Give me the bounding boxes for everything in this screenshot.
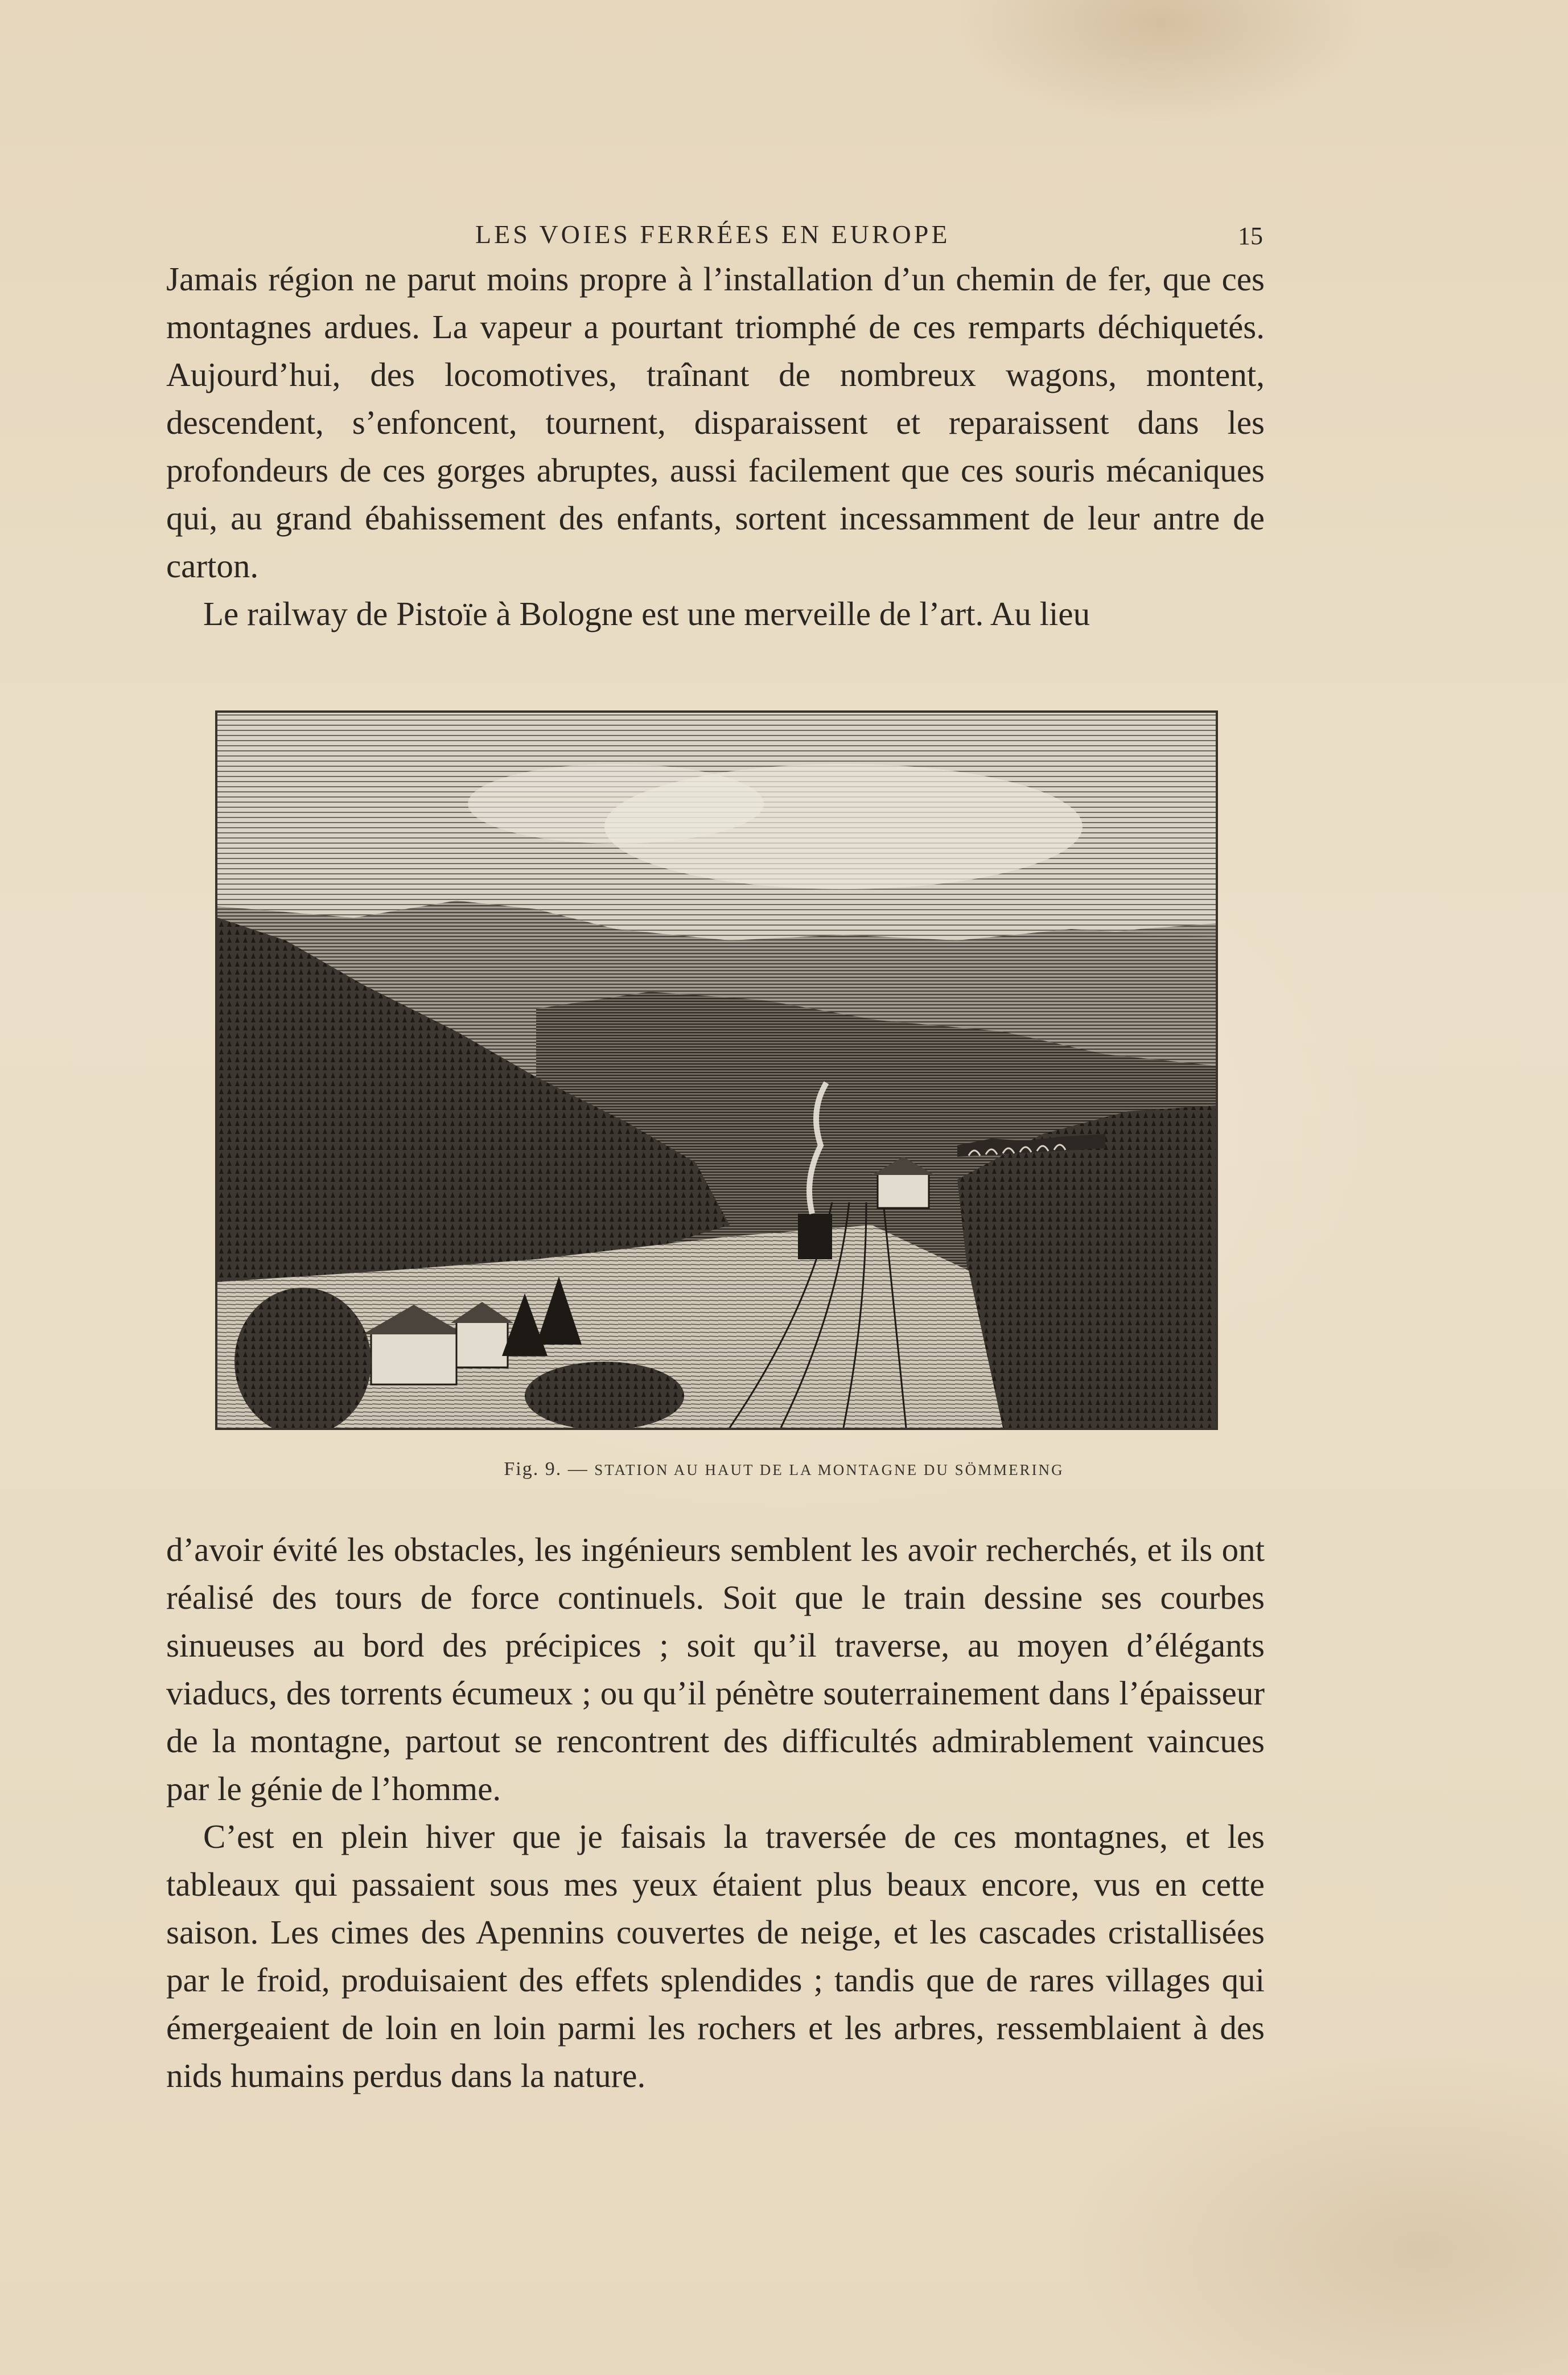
caption-text: STATION AU HAUT DE LA MONTAGNE DU SÖMMERING (594, 1461, 1064, 1478)
running-head (0, 219, 1568, 253)
paragraph: Jamais région ne parut moins propre à l’installation d’un chemin de fer, que ces montagnes ardues. La vapeur a pourtant triomphé de ces remparts déchiquetés. Aujourd’hui, des locomotives, traînant de nombreux wagons, montent, descendent, s’enfoncent, tournent, disparaissent et reparaissent dans les profondeurs de ces gorges abruptes, aussi facilement que ces souris mécaniques qui, au grand ébahissement des enfants, sortent incessamment de leur antre de carton. (166, 260, 1265, 585)
page-number: 15 (1238, 222, 1263, 250)
body-text-top (166, 255, 1265, 638)
paragraph: C’est en plein hiver que je faisais la traversée de ces montagnes, et les tableaux qui passaient sous mes yeux étaient plus beaux encore, vus en cette saison. Les cimes des Apennins couvertes de neige, et les cascades cristallisées par le froid, produisaient des effets splendides ; tandis que de rares villages qui émergeaient de loin en loin parmi les rochers et les arbres, ressemblaient à des nids humains perdus dans la nature. (166, 1818, 1265, 2094)
body-text-bottom (166, 1526, 1265, 2099)
engraving-illustration (215, 710, 1218, 1430)
figure-caption (0, 1458, 1568, 1480)
caption-label: Fig. 9. — (504, 1458, 588, 1480)
paragraph: d’avoir évité les obstacles, les ingénieurs semblent les avoir recherchés, et ils ont réalisé des tours de force continuels. Soit que le train dessine ses courbes sinueuses au bord des précipices ; soit qu’il traverse, au moyen d’élégants viaducs, des torrents écumeux ; ou qu’il pénètre souterrainement dans l’épaisseur de la montagne, partout se rencontrent des difficultés admirablement vaincues par le génie de l’homme. (166, 1531, 1265, 1807)
paragraph: Le railway de Pistoïe à Bologne est une merveille de l’art. Au lieu (203, 595, 1090, 632)
running-title: LES VOIES FERRÉES EN EUROPE (475, 220, 950, 249)
